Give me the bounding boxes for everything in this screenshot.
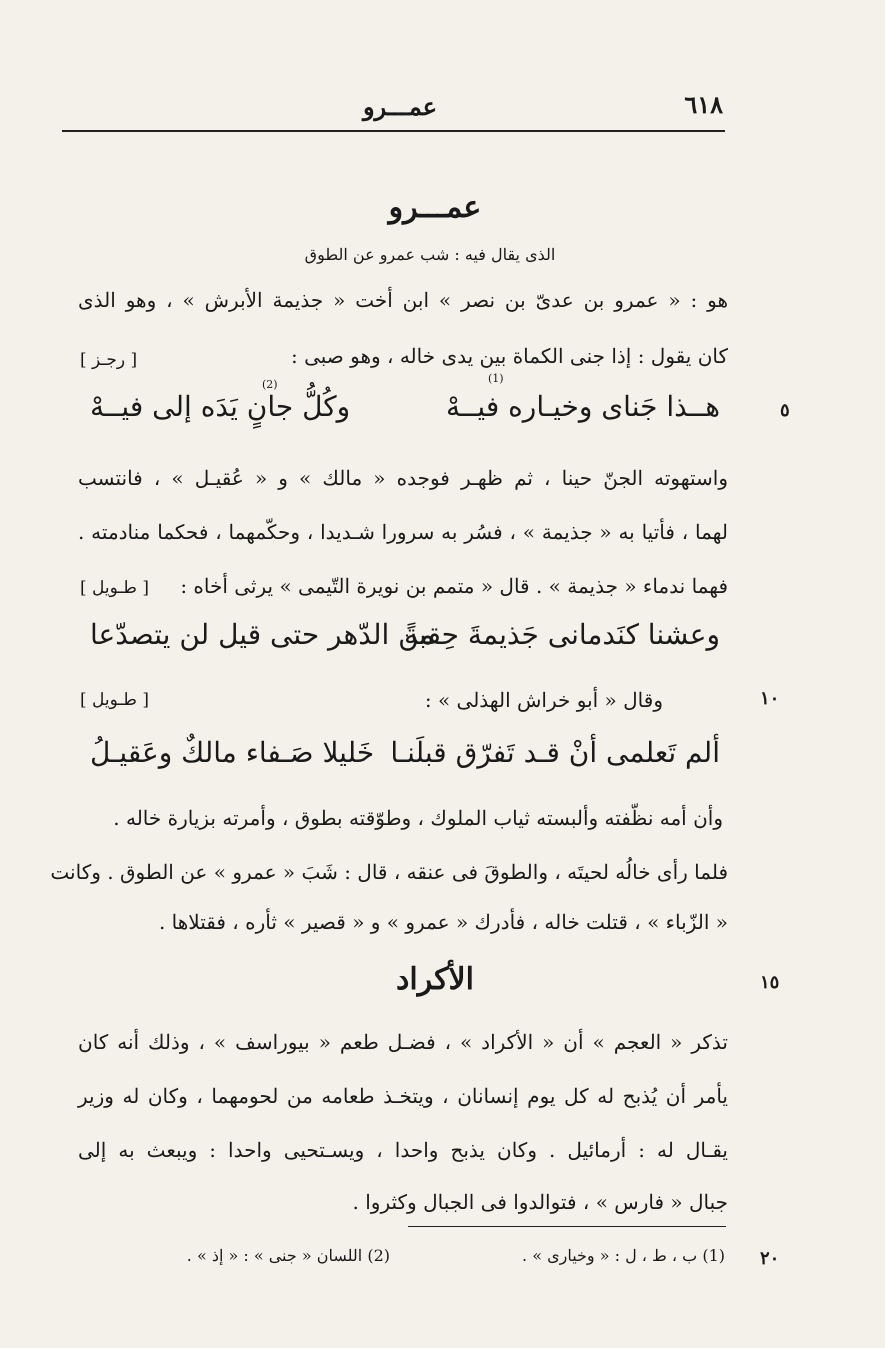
verse: [90, 736, 720, 786]
verse-hemistich: من الدّهر حتى قيل لن يتصدّعا: [90, 618, 435, 651]
paragraph-line: كان يقول : إذا جنى الكماة بين يدى خاله ، وهو صبى :: [290, 344, 728, 368]
paragraph-line: فلما رأى خالُه لحيتَه ، والطوقَ فى عنقه ، قال : شَبَ « عمرو » عن الطوق . وكانت: [50, 860, 728, 884]
paragraph-line: تذكر « العجم » أن « الأكراد » ، فضـل طعم « بيوراسف » ، وذلك أنه كان: [78, 1030, 728, 1054]
meter-label: [ طـويل ]: [80, 578, 149, 598]
paragraph-line: « الزّباء » ، قتلت خاله ، فأدرك « عمرو » و « قصير » ثأره ، فقتلاها .: [158, 910, 728, 934]
page-number: ٦١٨: [684, 90, 723, 119]
paragraph-line: واستهوته الجنّ حينا ، ثم ظهـر فوجده « مالك » و « عُقيـل » ، فانتسب: [78, 466, 728, 490]
margin-line-number: ١٥: [760, 972, 780, 993]
meter-label: [ طـويل ]: [80, 690, 149, 710]
paragraph-line: هو : « عمرو بن عدىّ بن نصر » ابن أخت « جذيمة الأبرش » ، وهو الذى: [78, 288, 728, 312]
header-rule: [62, 130, 725, 132]
verse-hemistich: وكُلُّ جانٍ يَدَه إلى فيــهْ: [90, 390, 351, 423]
margin-line-number: ١٠: [760, 688, 780, 709]
section-subtitle: الذى يقال فيه : شب عمرو عن الطوق: [304, 245, 556, 264]
meter-label: [ رجـز ]: [80, 350, 138, 370]
verse: [90, 390, 720, 440]
running-head: عمـــرو: [362, 92, 438, 121]
paragraph-line: جبال « فارس » ، فتوالدوا فى الجبال وكثروا .: [352, 1190, 728, 1214]
footnote-rule: [408, 1226, 726, 1227]
section-title-akrad: الأكراد: [396, 962, 474, 997]
verse-hemistich: هــذا جَناى وخيـاره فيــهْ: [445, 390, 720, 423]
footnote-marker: (2): [262, 378, 278, 391]
paragraph-line: فهما ندماء « جذيمة » . قال « متمم بن نويرة التّيمى » يرثى أخاه :: [180, 574, 728, 598]
footnote: (1) ب ، ط ، ل : « وخيارى » .: [522, 1246, 725, 1265]
verse-hemistich: خَليلا صَـفاء مالكٌ وعَقيـلُ: [90, 736, 375, 769]
margin-line-number: ٥: [780, 400, 790, 421]
paragraph-line: يقـال له : أرمائيل . وكان يذبح واحدا ، ويسـتحيى واحدا : ويبعث به إلى: [78, 1138, 729, 1162]
verse-hemistich: ألم تَعلمى أنْ قـد تَفرّق قبلَنـا: [390, 736, 720, 769]
section-title-amr: عمـــرو: [388, 190, 482, 225]
paragraph-line: لهما ، فأتيا به « جذيمة » ، فسُر به سرورا شـديدا ، وحكّمهما ، فحكما منادمته .: [78, 520, 728, 544]
verse-hemistich: وعشنا كنَدمانى جَذيمةَ حِقبةً: [404, 618, 720, 651]
verse: [90, 618, 720, 668]
margin-line-number: ٢٠: [760, 1248, 780, 1269]
footnote-marker: (1): [488, 372, 504, 385]
footnote: (2) اللسان « جنى » : « إذ » .: [186, 1246, 390, 1265]
paragraph-line: وأن أمه نظّفته وألبسته ثياب الملوك ، وطوّقته بطوق ، وأمرته بزيارة خاله .: [113, 806, 723, 830]
paragraph-line: يأمر أن يُذبح له كل يوم إنسانان ، ويتخـذ طعامه من لحومهما ، وكان له وزير: [78, 1084, 728, 1108]
paragraph-line: وقال « أبو خراش الهذلى » :: [424, 688, 663, 712]
